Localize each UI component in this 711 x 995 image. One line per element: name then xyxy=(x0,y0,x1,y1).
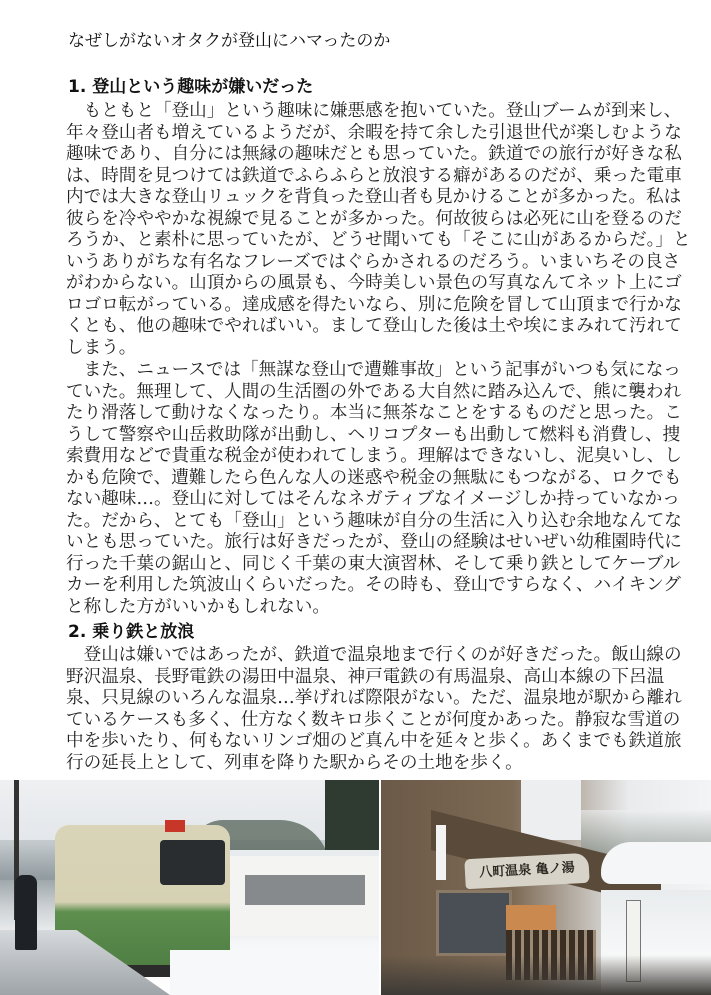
text-line: しまう。 xyxy=(66,337,137,358)
onsen-entrance-photo xyxy=(381,780,711,995)
paragraph-1 xyxy=(66,101,691,359)
text-line: がわからない。山頂からの風景も、今時美しい景色の写真なんてネット上にゴ xyxy=(66,273,682,293)
text-line: もともと「登山」という趣味に嫌悪感を抱いていた。登山ブームが到来し、 xyxy=(66,101,682,121)
text-line: 趣味であり、自分には無縁の趣味だとも思っていた。鉄道での旅行が好きな私 xyxy=(66,144,682,164)
photo-row xyxy=(0,780,711,995)
text-line: 年々登山者も増えているようだが、余暇を持て余した引退世代が楽しむような xyxy=(66,122,682,143)
text-line: 彼らを冷ややかな視線で見ることが多かった。何故彼らは必死に山を登るのだ xyxy=(66,208,682,229)
text-line: うして警察や山岳救助隊が出動し、ヘリコプターも出動して燃料も消費し、捜 xyxy=(66,424,681,445)
text-line: は、時間を見つけては鉄道でふらふらと放浪する癖があるのだが、乗った電車 xyxy=(66,165,682,186)
text-line: 野沢温泉、長野電鉄の湯田中温泉、神戸電鉄の有馬温泉、高山本線の下呂温 xyxy=(66,666,665,687)
text-line: いうありがちな有名なフレーズではぐらかされるのだろう。いまいちその良さ xyxy=(66,251,681,272)
section-heading-1: 1. 登山という趣味が嫌いだった xyxy=(68,77,314,97)
text-line: ているケースも多く、仕方なく数キロ歩くことが何度かあった。静寂な雪道の xyxy=(66,709,681,730)
text-line: 中を歩いたり、何もないリンゴ畑のど真ん中を延々と歩く。あくまでも鉄道旅 xyxy=(66,731,682,751)
text-line: 泉、只見線のいろんな温泉…挙げれば際限がない。ただ、温泉地が駅から離れ xyxy=(66,688,682,708)
text-line: 行の延長上として、列車を降りた駅からその土地を歩く。 xyxy=(66,752,523,773)
text-line: た。だから、とても「登山」という趣味が自分の生活に入り込む余地なんてな xyxy=(66,510,682,531)
section-heading-2: 2. 乗り鉄と放浪 xyxy=(68,622,195,642)
text-line: ろうか、と素朴に思っていたが、どうせ聞いても「そこに山があるからだ。」と xyxy=(66,230,691,250)
text-line: ロゴロ転がっている。達成感を得たいなら、別に危険を冒して山頂まで行かな xyxy=(66,294,682,315)
train-station-photo xyxy=(0,780,379,995)
paragraph-3 xyxy=(66,645,682,774)
text-line: また、ニュースでは「無謀な登山で遭難事故」という記事がいつも気になっ xyxy=(66,360,681,380)
text-line: くとも、他の趣味でやればいい。まして登山した後は土や埃にまみれて汚れて xyxy=(66,316,682,336)
text-line: 行った千葉の鋸山と、同じく千葉の東大演習林、そして乗り鉄としてケーブル xyxy=(66,553,681,574)
text-line: いとも思っていた。旅行は好きだったが、登山の経験はせいぜい幼稚園時代に xyxy=(66,532,682,552)
onsen-sign: 八町温泉 亀ノ湯 xyxy=(464,853,589,889)
text-line: 登山は嫌いではあったが、鉄道で温泉地まで行くのが好きだった。飯山線の xyxy=(66,645,682,665)
text-line: ない趣味…。登山に対してはそんなネガティブなイメージしか持っていなかっ xyxy=(66,489,680,509)
page-title: なぜしがないオタクが登山にハマったのか xyxy=(68,31,391,51)
text-line: 索費用などで貴重な税金が使われてしまう。理解はできないし、泥臭いし、し xyxy=(66,446,682,466)
text-line: カーを利用した筑波山くらいだった。その時も、登山ですらなく、ハイキング xyxy=(66,575,681,595)
text-line: と称した方がいいかもしれない。 xyxy=(66,596,330,617)
text-line: たり滑落して動けなくなったり。本当に無茶なことをするものだと思った。こ xyxy=(66,403,682,423)
text-line: ていた。無理して、人間の生活圏の外である大自然に踏み込んで、熊に襲われ xyxy=(66,381,682,402)
text-line: かも危険で、遭難したら色んな人の迷惑や税金の無駄にもつながる、ロクでも xyxy=(66,467,682,488)
paragraph-2 xyxy=(66,360,682,618)
text-line: 内では大きな登山リュックを背負った登山者も見かけることが多かった。私は xyxy=(66,187,682,207)
